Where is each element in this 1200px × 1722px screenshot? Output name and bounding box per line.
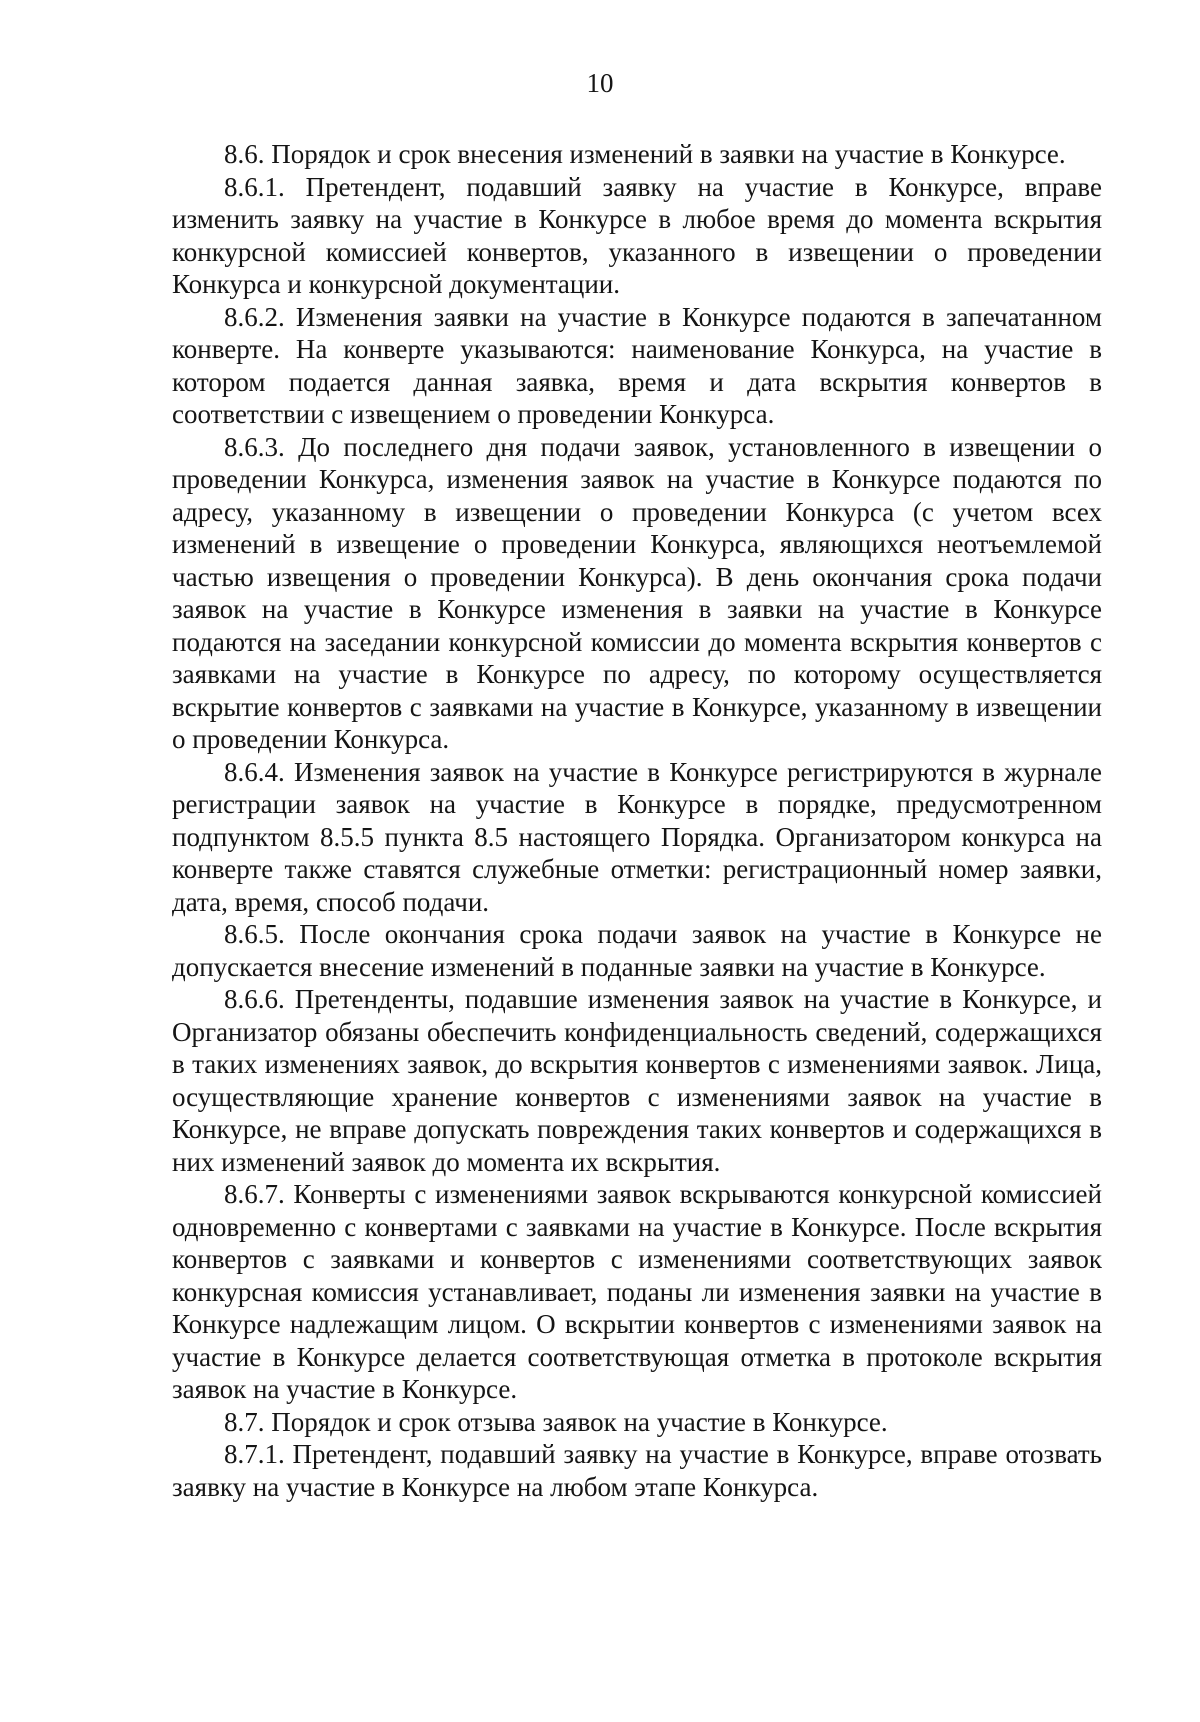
clause-8-6-5: 8.6.5. После окончания срока подачи заявок на участие в Конкурсе не допускается внесение изменений в поданные заявки на участие в Конкурсе. [172, 919, 1102, 982]
clause-8-6-3: 8.6.3. До последнего дня подачи заявок, установленного в извещении о проведении Конкурса, изменения заявок на участие в Конкурсе подаются по адресу, указанному в извещении о проведении Конкурса (с учетом всех изменений в извещение о проведении Конкурса, являющихся неотъемлемой частью извещения о проведении Конкурса). В день окончания срока подачи заявок на участие в Конкурсе изменения в заявки на участие в Конкурсе подаются на заседании конкурсной комиссии до момента вскрытия конвертов с заявками на участие в Конкурсе по адресу, по которому осуществляется вскрытие конвертов с заявками на участие в Конкурсе, указанному в извещении о проведении Конкурса. [172, 431, 1102, 754]
document-body [172, 138, 1102, 1503]
clause-8-6-1: 8.6.1. Претендент, подавший заявку на участие в Конкурсе, вправе изменить заявку на участие в Конкурсе в любое время до момента вскрытия конкурсной комиссией конвертов, указанного в извещении о проведении Конкурса и конкурсной документации. [172, 171, 1102, 299]
page-number: 10 [586, 68, 614, 98]
clause-8-6-6: 8.6.6. Претенденты, подавшие изменения заявок на участие в Конкурсе, и Организатор обязаны обеспечить конфиденциальность сведений, содержащихся в таких изменениях заявок, до вскрытия конвертов с изменениями заявок. Лица, осуществляющие хранение конвертов с изменениями заявок на участие в Конкурсе, не вправе допускать повреждения таких конвертов и содержащихся в них изменений заявок до момента их вскрытия. [172, 984, 1102, 1177]
section-heading-8-7: 8.7. Порядок и срок отзыва заявок на участие в Конкурсе. [224, 1406, 888, 1437]
clause-8-6-7: 8.6.7. Конверты с изменениями заявок вскрываются конкурсной комиссией одновременно с конвертами с заявками на участие в Конкурсе. После вскрытия конвертов с заявками и конвертов с изменениями соответствующих заявок конкурсная комиссия устанавливает, поданы ли изменения заявки на участие в Конкурсе надлежащим лицом. О вскрытии конвертов с изменениями заявок на участие в Конкурсе делается соответствующая отметка в протоколе вскрытия заявок на участие в Конкурсе. [172, 1179, 1102, 1404]
clause-8-6-4: 8.6.4. Изменения заявок на участие в Конкурсе регистрируются в журнале регистрации заявок на участие в Конкурсе в порядке, предусмотренном подпунктом 8.5.5 пункта 8.5 настоящего Порядка. Организатором конкурса на конверте также ставятся служебные отметки: регистрационный номер заявки, дата, время, способ подачи. [172, 756, 1102, 917]
clause-8-7-1: 8.7.1. Претендент, подавший заявку на участие в Конкурсе, вправе отозвать заявку на участие в Конкурсе на любом этапе Конкурса. [172, 1439, 1102, 1502]
section-heading-8-6: 8.6. Порядок и срок внесения изменений в заявки на участие в Конкурсе. [224, 139, 1066, 169]
clause-8-6-2: 8.6.2. Изменения заявки на участие в Конкурсе подаются в запечатанном конверте. На конверте указываются: наименование Конкурса, на участие в котором подается данная заявка, время и дата вскрытия конвертов в соответствии с извещением о проведении Конкурса. [172, 301, 1102, 429]
